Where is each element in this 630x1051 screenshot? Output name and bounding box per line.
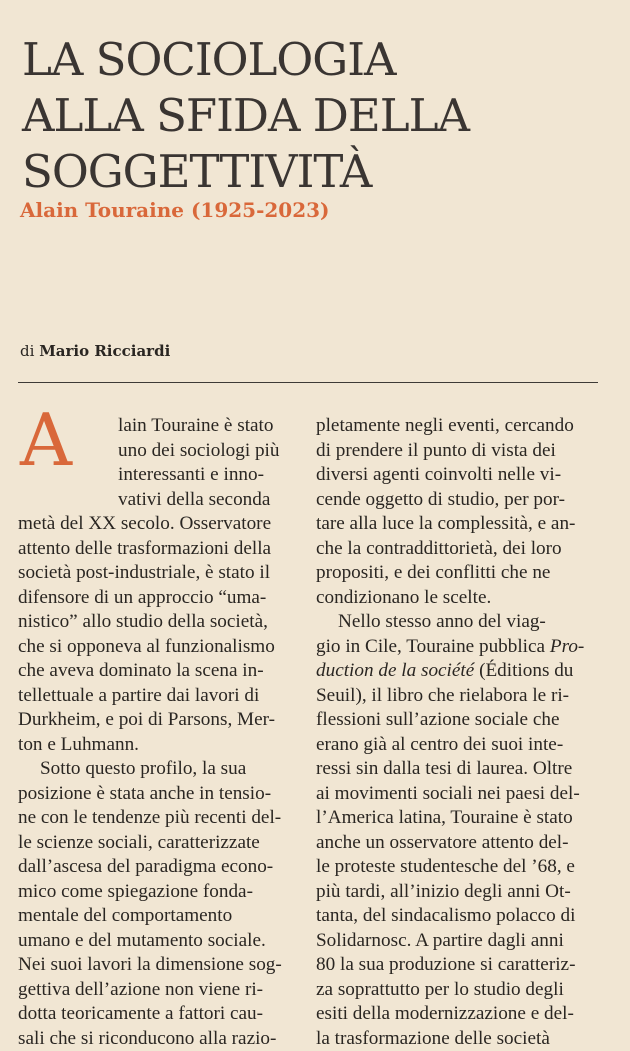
text-line: cende oggetto di studio, per por- — [316, 488, 606, 513]
text-line: tanta, del sindacalismo polacco di — [316, 904, 606, 929]
text-line: le scienze sociali, caratterizzate — [18, 831, 298, 856]
text-line: più tardi, all’inizio degli anni Ot- — [316, 880, 606, 905]
text-line: pletamente negli eventi, cercando — [316, 414, 606, 439]
text-line: Solidarnosc. A partire dagli anni — [316, 929, 606, 954]
text-line: metà del XX secolo. Osservatore — [18, 512, 298, 537]
text-line: che aveva dominato la scena in- — [18, 659, 298, 684]
text-line: le proteste studentesche del ’68, e — [316, 855, 606, 880]
separator-rule — [18, 382, 598, 383]
text-line: condizionano le scelte. — [316, 586, 606, 611]
author-name: Mario Ricciardi — [39, 342, 170, 360]
text-line: ne con le tendenze più recenti del- — [18, 806, 298, 831]
title-line-2: ALLA SFIDA DELLA — [22, 88, 602, 144]
text-line: vativi della seconda — [18, 488, 298, 513]
title-line-3: SOGGETTIVITÀ — [22, 144, 602, 200]
text-line: erano già al centro dei suoi inte- — [316, 733, 606, 758]
text-line: za soprattutto per lo studio degli — [316, 978, 606, 1003]
left-column — [18, 414, 298, 1051]
title-line-1: LA SOCIOLOGIA — [22, 32, 602, 88]
text-line: che la contraddittorietà, dei loro — [316, 537, 606, 562]
text-line: lain Touraine è stato — [18, 414, 298, 439]
text-line: tellettuale a partire dai lavori di — [18, 684, 298, 709]
text-line: ressi sin dalla tesi di laurea. Oltre — [316, 757, 606, 782]
text-line: gettiva dell’azione non viene ri- — [18, 978, 298, 1003]
text-line: sali che si riconducono alla razio- — [18, 1027, 298, 1051]
text-line: nistico” allo studio della società, — [18, 610, 298, 635]
byline-prefix: di — [20, 342, 34, 360]
right-column — [316, 414, 606, 1051]
text-line — [316, 635, 606, 660]
text-line: mico come spiegazione fonda- — [18, 880, 298, 905]
text-line: l’America latina, Touraine è stato — [316, 806, 606, 831]
text-line: 80 la sua produzione si caratteriz- — [316, 953, 606, 978]
text-line: di prendere il punto di vista dei — [316, 439, 606, 464]
text-line: uno dei sociologi più — [18, 439, 298, 464]
text-line: Durkheim, e poi di Parsons, Mer- — [18, 708, 298, 733]
text-line: propositi, e dei conflitti che ne — [316, 561, 606, 586]
text-line: ton e Luhmann. — [18, 733, 298, 758]
book-title: duction de la société — [316, 660, 474, 681]
text-line: dotta teoricamente a fattori cau- — [18, 1002, 298, 1027]
article-title — [22, 32, 602, 200]
text-line — [316, 659, 606, 684]
italic-fragment: Pro- — [550, 636, 584, 657]
text-line: dall’ascesa del paradigma econo- — [18, 855, 298, 880]
text-fragment: gio in Cile, Touraine pubblica — [316, 636, 545, 657]
text-line: Nei suoi lavori la dimensione sog- — [18, 953, 298, 978]
text-line: Sotto questo profilo, la sua — [18, 757, 298, 782]
text-line: che si opponeva al funzionalismo — [18, 635, 298, 660]
text-line: attento delle trasformazioni della — [18, 537, 298, 562]
text-line: società post-industriale, è stato il — [18, 561, 298, 586]
text-line: Nello stesso anno del viag- — [316, 610, 606, 635]
text-line: mentale del comportamento — [18, 904, 298, 929]
text-line: la trasformazione delle società — [316, 1027, 606, 1051]
text-line: difensore di un approccio “uma- — [18, 586, 298, 611]
text-line: ai movimenti sociali nei paesi del- — [316, 782, 606, 807]
text-line: posizione è stata anche in tensio- — [18, 782, 298, 807]
drop-cap: A — [20, 400, 72, 480]
byline — [20, 342, 170, 360]
text-fragment: (Éditions du — [479, 660, 573, 681]
text-line: flessioni sull’azione sociale che — [316, 708, 606, 733]
article-subtitle: Alain Touraine (1925-2023) — [20, 198, 330, 222]
text-line: umano e del mutamento sociale. — [18, 929, 298, 954]
text-line: diversi agenti coinvolti nelle vi- — [316, 463, 606, 488]
text-line: anche un osservatore attento del- — [316, 831, 606, 856]
text-line: Seuil), il libro che rielabora le ri- — [316, 684, 606, 709]
text-line: esiti della modernizzazione e del- — [316, 1002, 606, 1027]
text-line: interessanti e inno- — [18, 463, 298, 488]
text-line: tare alla luce la complessità, e an- — [316, 512, 606, 537]
